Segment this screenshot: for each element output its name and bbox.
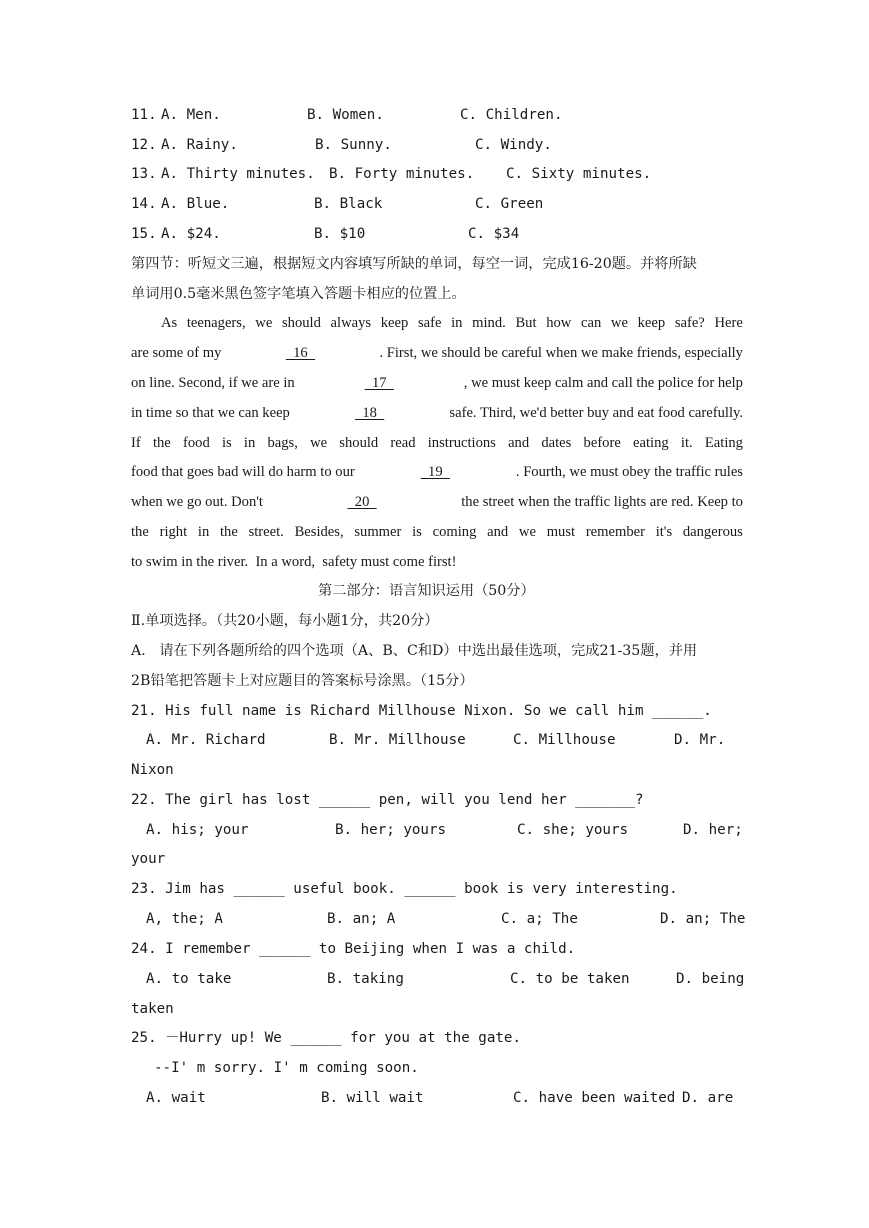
passage-word: keep — [380, 315, 409, 331]
blank-18: 18 — [355, 405, 385, 421]
section4-instruction-line1: 第四节：听短文三遍，根据短文内容填写所缺的单词，每空一词，完成16-20题。并将所缺 — [131, 256, 697, 272]
option-c: C. Green — [475, 196, 544, 212]
passage-text: in time so that we can keep — [131, 405, 290, 421]
passage-line-3 — [131, 373, 743, 393]
passage-word: safe? — [674, 315, 705, 331]
option-a: A. his; your — [146, 822, 249, 838]
option-b: B. taking — [327, 971, 404, 987]
option-d: D. Mr. — [674, 732, 726, 748]
question-22-stem: 22. The girl has lost ______ pen, will you lend her _______? — [131, 792, 644, 808]
option-c: C. have been waited — [513, 1090, 676, 1106]
option-b: B. Black — [314, 196, 383, 212]
passage-word: the — [131, 524, 149, 540]
option-b: B. Forty minutes. — [329, 166, 475, 182]
passage-word: in — [243, 435, 256, 451]
passage-text: . Fourth, we must obey the traffic rules — [515, 464, 743, 480]
passage-word: food — [182, 435, 210, 451]
option-a: A. Mr. Richard — [146, 732, 266, 748]
passage-word: Here — [714, 315, 743, 331]
question-number: 12. — [131, 137, 157, 153]
question-21-stem: 21. His full name is Richard Millhouse Nixon. So we call him ______. — [131, 703, 712, 719]
passage-text: when we go out. Don't — [131, 494, 263, 510]
passage-word: we — [518, 524, 536, 540]
passage-word: must — [546, 524, 576, 540]
passage-line-8 — [131, 522, 743, 542]
option-b: B. her; yours — [335, 822, 447, 838]
passage-word: the — [152, 435, 171, 451]
passage-word: before — [583, 435, 621, 451]
passage-word: we — [310, 435, 328, 451]
passage-text: food that goes bad will do harm to our — [131, 464, 355, 480]
question-25-options — [131, 1088, 734, 1208]
passage-word: we — [255, 315, 273, 331]
section4-instruction-line2: 单词用0.5毫米黑色签字笔填入答题卡相应的位置上。 — [131, 286, 466, 302]
option-b: B. Women. — [307, 107, 384, 123]
question-number: 11. — [131, 107, 157, 123]
option-b: B. Sunny. — [315, 137, 392, 153]
passage-line-6 — [131, 462, 743, 482]
passage-line-1 — [161, 313, 743, 333]
blank-17: 17 — [364, 375, 394, 391]
passage-line-5 — [131, 433, 743, 453]
passage-word: we — [610, 315, 628, 331]
option-c: C. a; The — [501, 911, 578, 927]
passage-word: it's — [655, 524, 673, 540]
passage-word: instructions — [427, 435, 496, 451]
question-21-wrap: Nixon — [131, 762, 174, 778]
passage-word: safe — [417, 315, 442, 331]
question-22-wrap: your — [131, 851, 166, 867]
passage-text: the street when the traffic lights are red. Keep to — [461, 494, 743, 510]
option-a: A. Rainy. — [161, 137, 238, 153]
option-a: A, the; A — [146, 911, 223, 927]
passage-text: on line. Second, if we are in — [131, 375, 295, 391]
passage-word: If — [131, 435, 141, 451]
passage-word: should — [281, 315, 321, 331]
passage-word: bags, — [267, 435, 298, 451]
blank-19: 19 — [420, 464, 450, 480]
question-25-stem: 25. －Hurry up! We ______ for you at the gate. — [131, 1030, 522, 1046]
passage-word: in — [451, 315, 463, 331]
passage-word: keep — [637, 315, 666, 331]
blank-16: 16 — [285, 345, 316, 361]
passage-word: As — [161, 315, 178, 331]
passage-word: read — [390, 435, 416, 451]
question-25-stem2: --I' m sorry. I' m coming soon. — [154, 1060, 419, 1076]
passage-text: , we must keep calm and call the police for help — [463, 375, 743, 391]
option-d: D. an; The — [660, 911, 746, 927]
passage-line-7 — [131, 492, 743, 512]
option-c: C. Children. — [460, 107, 563, 123]
option-b: B. Mr. Millhouse — [329, 732, 466, 748]
option-a: A. Thirty minutes. — [161, 166, 315, 182]
passage-word: coming — [432, 524, 477, 540]
passage-word: can — [580, 315, 602, 331]
passage-word: how — [546, 315, 572, 331]
passage-word: should — [339, 435, 379, 451]
passage-word: and — [487, 524, 509, 540]
passage-word: Besides, — [294, 524, 344, 540]
option-c: C. Sixty minutes. — [506, 166, 652, 182]
passage-word: dangerous — [682, 524, 743, 540]
option-d: D. her; — [683, 822, 743, 838]
passage-word: mind. — [472, 315, 506, 331]
option-d: D. being — [676, 971, 745, 987]
option-b: B. an; A — [327, 911, 396, 927]
section-ii-heading: Ⅱ.单项选择。（共20小题，每小题1分，共20分） — [131, 613, 439, 629]
passage-line-9: to swim in the river. In a word, safety must come first! — [131, 554, 457, 570]
passage-text: are some of my — [131, 345, 222, 361]
question-number: 14. — [131, 196, 157, 212]
question-24-stem: 24. I remember ______ to Beijing when I was a child. — [131, 941, 576, 957]
option-c: C. Millhouse — [513, 732, 616, 748]
passage-word: and — [508, 435, 530, 451]
passage-word: remember — [585, 524, 645, 540]
option-c: C. Windy. — [475, 137, 552, 153]
question-number: 15. — [131, 226, 157, 242]
passage-word: right — [159, 524, 188, 540]
passage-word: Eating — [704, 435, 743, 451]
passage-word: in — [197, 524, 210, 540]
passage-word: street. — [248, 524, 284, 540]
passage-word: dates — [541, 435, 572, 451]
option-a: A. Blue. — [161, 196, 230, 212]
passage-word: is — [221, 435, 232, 451]
passage-text: safe. Third, we'd better buy and eat food carefully. — [449, 405, 743, 421]
option-c: C. to be taken — [510, 971, 630, 987]
passage-word: But — [515, 315, 537, 331]
option-a: A. Men. — [161, 107, 221, 123]
passage-word: teenagers, — [186, 315, 246, 331]
passage-word: always — [330, 315, 372, 331]
passage-text: . First, we should be careful when we make friends, especially — [379, 345, 743, 361]
option-b: B. $10 — [314, 226, 366, 242]
option-a: A. to take — [146, 971, 232, 987]
blank-20: 20 — [347, 494, 377, 510]
question-number: 13. — [131, 166, 157, 182]
passage-line-4 — [131, 403, 743, 423]
question-23-stem: 23. Jim has ______ useful book. ______ book is very interesting. — [131, 881, 678, 897]
instruction-line2: 2B铅笔把答题卡上对应题目的答案标号涂黑。（15分） — [131, 673, 474, 689]
option-b: B. will wait — [321, 1090, 424, 1106]
part2-title: 第二部分：语言知识运用（50分） — [318, 583, 535, 599]
instruction-line1: A. 请在下列各题所给的四个选项（A、B、C和D）中选出最佳选项，完成21-35题，并用 — [131, 643, 698, 659]
option-c: C. $34 — [468, 226, 520, 242]
question-24-wrap: taken — [131, 1001, 174, 1017]
passage-word: the — [219, 524, 238, 540]
passage-word: eating — [633, 435, 669, 451]
option-c: C. she; yours — [517, 822, 629, 838]
passage-word: it. — [680, 435, 693, 451]
passage-line-2 — [131, 343, 743, 363]
passage-word: is — [412, 524, 422, 540]
option-a: A. wait — [146, 1090, 206, 1106]
option-a: A. $24. — [161, 226, 221, 242]
option-d: D. are — [682, 1090, 734, 1106]
passage-word: summer — [354, 524, 402, 540]
